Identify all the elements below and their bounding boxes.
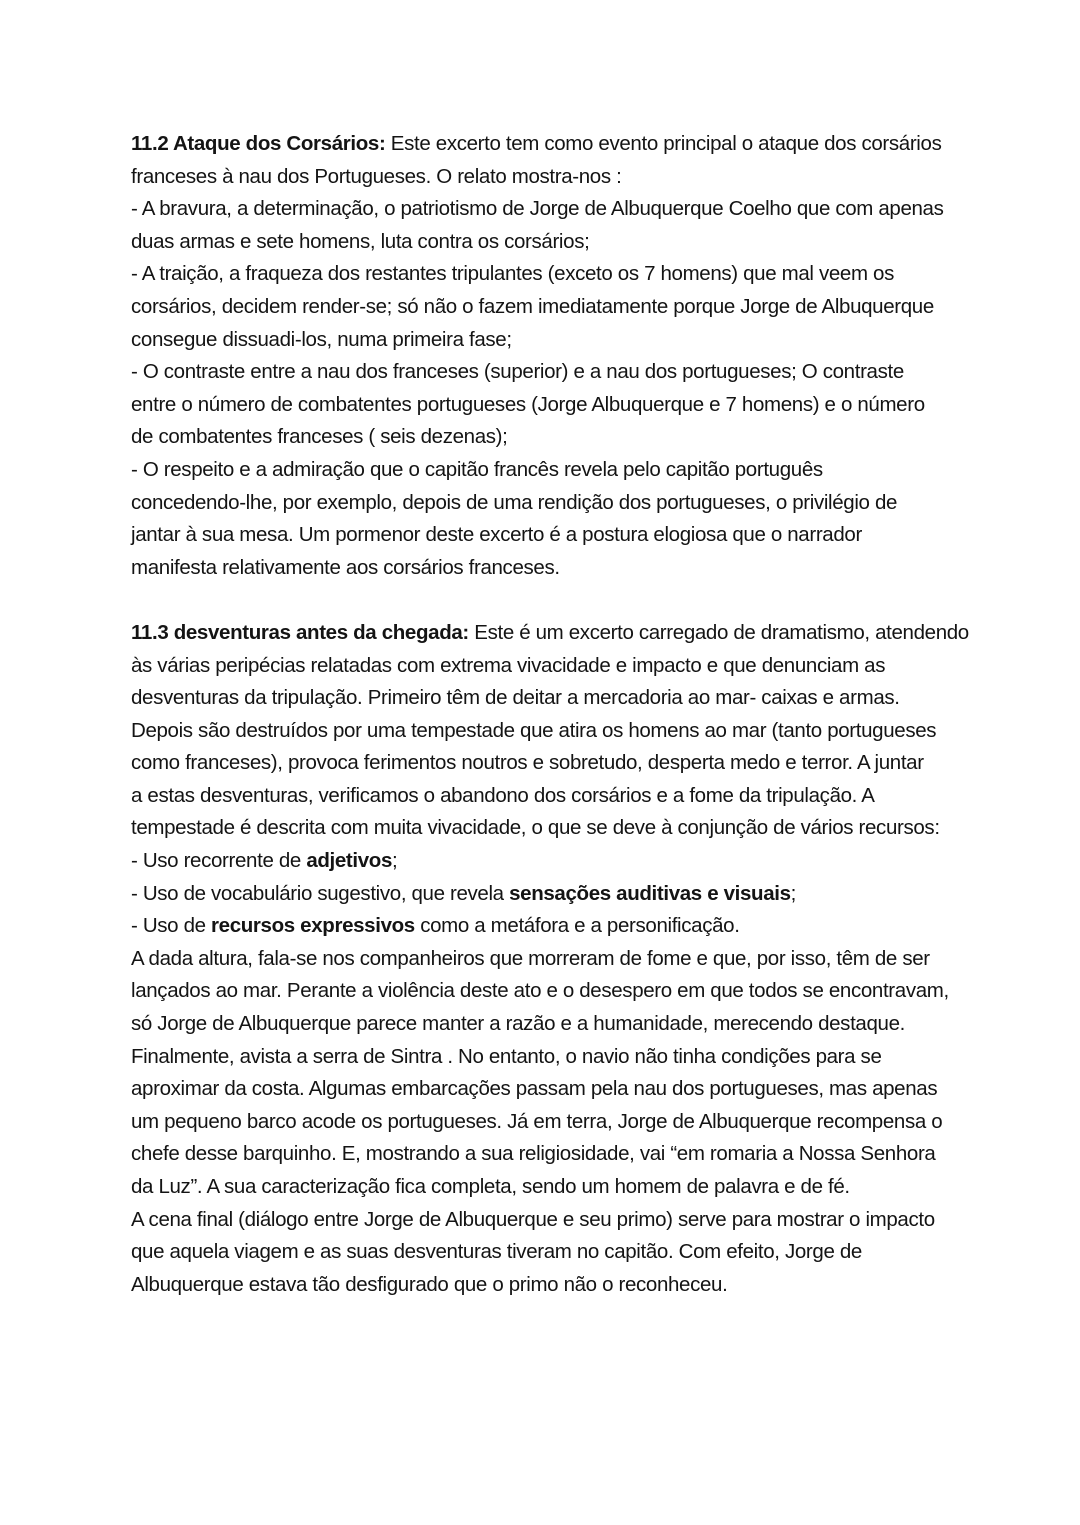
bold-text: recursos expressivos: [211, 914, 415, 938]
text-segment: - O contraste entre a nau dos franceses (superior) e a nau dos portugueses; O contraste: [131, 360, 904, 384]
text-segment: franceses à nau dos Portugueses. O relato mostra-nos :: [131, 164, 622, 188]
text-line: [131, 878, 961, 911]
text-line: [131, 617, 969, 650]
text-line: [131, 1073, 961, 1106]
text-segment: corsários, decidem render-se; só não o fazem imediatamente porque Jorge de Albuquerque: [131, 294, 934, 318]
text-line: [131, 975, 961, 1008]
text-segment: Este é um excerto carregado de dramatismo, atendendo: [468, 620, 969, 644]
text-segment: da Luz”. A sua caracterização fica completa, sendo um homem de palavra e de fé.: [131, 1175, 850, 1198]
text-segment: - Uso de vocabulário sugestivo, que revela: [131, 881, 510, 905]
text-segment: um pequeno barco acode os portugueses. Já em terra, Jorge de Albuquerque recompensa o: [131, 1109, 943, 1133]
text-segment: como a metáfora e a personificação.: [414, 914, 740, 938]
text-line: [131, 780, 961, 813]
text-line: [131, 258, 961, 291]
bold-text: 11.3 desventuras antes da chegada:: [131, 620, 469, 644]
text-segment: Albuquerque estava tão desfigurado que o primo não o reconheceu.: [131, 1272, 728, 1296]
text-line: [131, 1106, 961, 1139]
text-segment: ;: [392, 849, 398, 873]
bold-text: adjetivos: [306, 849, 393, 873]
text-line: [131, 226, 961, 259]
bold-text: sensações auditivas e visuais: [509, 881, 791, 905]
section-desventuras-chegada: [131, 617, 969, 1301]
text-segment: a estas desventuras, verificamos o abandono dos corsários e a fome da tripulação. A: [131, 783, 875, 807]
text-line: [131, 487, 961, 520]
text-segment: desventuras da tripulação. Primeiro têm de deitar a mercadoria ao mar- caixas e armas.: [131, 686, 900, 710]
text-line: [131, 910, 961, 943]
text-line: [131, 161, 961, 194]
text-line: [131, 356, 961, 389]
text-segment: - Uso de: [131, 914, 212, 938]
text-segment: A dada altura, fala-se nos companheiros que morreram de fome e que, por isso, têm de ser: [131, 946, 930, 970]
text-line: [131, 943, 961, 976]
text-line: [131, 552, 961, 585]
text-segment: A cena final (diálogo entre Jorge de Albuquerque e seu primo) serve para mostrar o impacto: [131, 1207, 935, 1231]
text-segment: tempestade é descrita com muita vivacidade, o que se deve à conjunção de vários recursos:: [131, 816, 940, 840]
text-line: [131, 454, 961, 487]
text-segment: Este excerto tem como evento principal o ataque dos corsários: [385, 132, 942, 155]
text-line: [131, 1269, 961, 1302]
text-segment: Finalmente, avista a serra de Sintra . No entanto, o navio não tinha condições para se: [131, 1044, 882, 1068]
text-line: [131, 1138, 961, 1171]
text-segment: lançados ao mar. Perante a violência deste ato e o desespero em que todos se encontravam,: [131, 979, 949, 1003]
text-segment: entre o número de combatentes portugueses (Jorge Albuquerque e 7 homens) e o número: [131, 392, 925, 416]
text-line: [131, 421, 961, 454]
text-segment: aproximar da costa. Algumas embarcações passam pela nau dos portugueses, mas apenas: [131, 1077, 938, 1101]
text-segment: consegue dissuadi-los, numa primeira fase;: [131, 327, 512, 351]
text-line: [131, 715, 961, 748]
text-line: [131, 650, 961, 683]
text-segment: concedendo-lhe, por exemplo, depois de uma rendição dos portugueses, o privilégio de: [131, 490, 898, 514]
text-segment: - A traição, a fraqueza dos restantes tripulantes (exceto os 7 homens) que mal veem os: [131, 262, 894, 286]
text-line: [131, 1171, 961, 1204]
text-line: [131, 193, 961, 226]
text-line: [131, 1008, 961, 1041]
text-segment: Depois são destruídos por uma tempestade que atira os homens ao mar (tanto portugueses: [131, 718, 937, 742]
text-line: [131, 291, 961, 324]
text-line: [131, 1041, 961, 1074]
text-line: [131, 747, 961, 780]
text-segment: duas armas e sete homens, luta contra os corsários;: [131, 229, 590, 253]
text-line: [131, 389, 961, 422]
text-line: [131, 1204, 961, 1237]
section-ataque-corsarios: [131, 128, 961, 584]
document-page: [131, 128, 969, 1301]
text-segment: - O respeito e a admiração que o capitão francês revela pelo capitão português: [131, 457, 823, 481]
text-segment: chefe desse barquinho. E, mostrando a sua religiosidade, vai “em romaria a Nossa Senhora: [131, 1142, 936, 1166]
text-segment: às várias peripécias relatadas com extrema vivacidade e impacto e que denunciam as: [131, 653, 886, 677]
text-segment: como franceses), provoca ferimentos noutros e sobretudo, desperta medo e terror. A juntar: [131, 751, 924, 775]
text-segment: só Jorge de Albuquerque parece manter a razão e a humanidade, merecendo destaque.: [131, 1012, 905, 1036]
text-segment: manifesta relativamente aos corsários franceses.: [131, 555, 560, 579]
text-segment: de combatentes franceses ( seis dezenas);: [131, 425, 508, 449]
text-line: [131, 845, 961, 878]
text-segment: que aquela viagem e as suas desventuras tiveram no capitão. Com efeito, Jorge de: [131, 1240, 862, 1264]
text-segment: - A bravura, a determinação, o patriotismo de Jorge de Albuquerque Coelho que com apenas: [131, 197, 944, 221]
text-line: [131, 812, 961, 845]
text-line: [131, 519, 961, 552]
text-line: [131, 128, 961, 161]
text-line: [131, 682, 961, 715]
text-line: [131, 324, 961, 357]
text-line: [131, 1236, 961, 1269]
text-segment: ;: [790, 881, 797, 905]
text-segment: - Uso recorrente de: [131, 849, 307, 873]
text-segment: jantar à sua mesa. Um pormenor deste excerto é a postura elogiosa que o narrador: [131, 523, 862, 547]
bold-text: 11.2 Ataque dos Corsários:: [131, 132, 386, 155]
